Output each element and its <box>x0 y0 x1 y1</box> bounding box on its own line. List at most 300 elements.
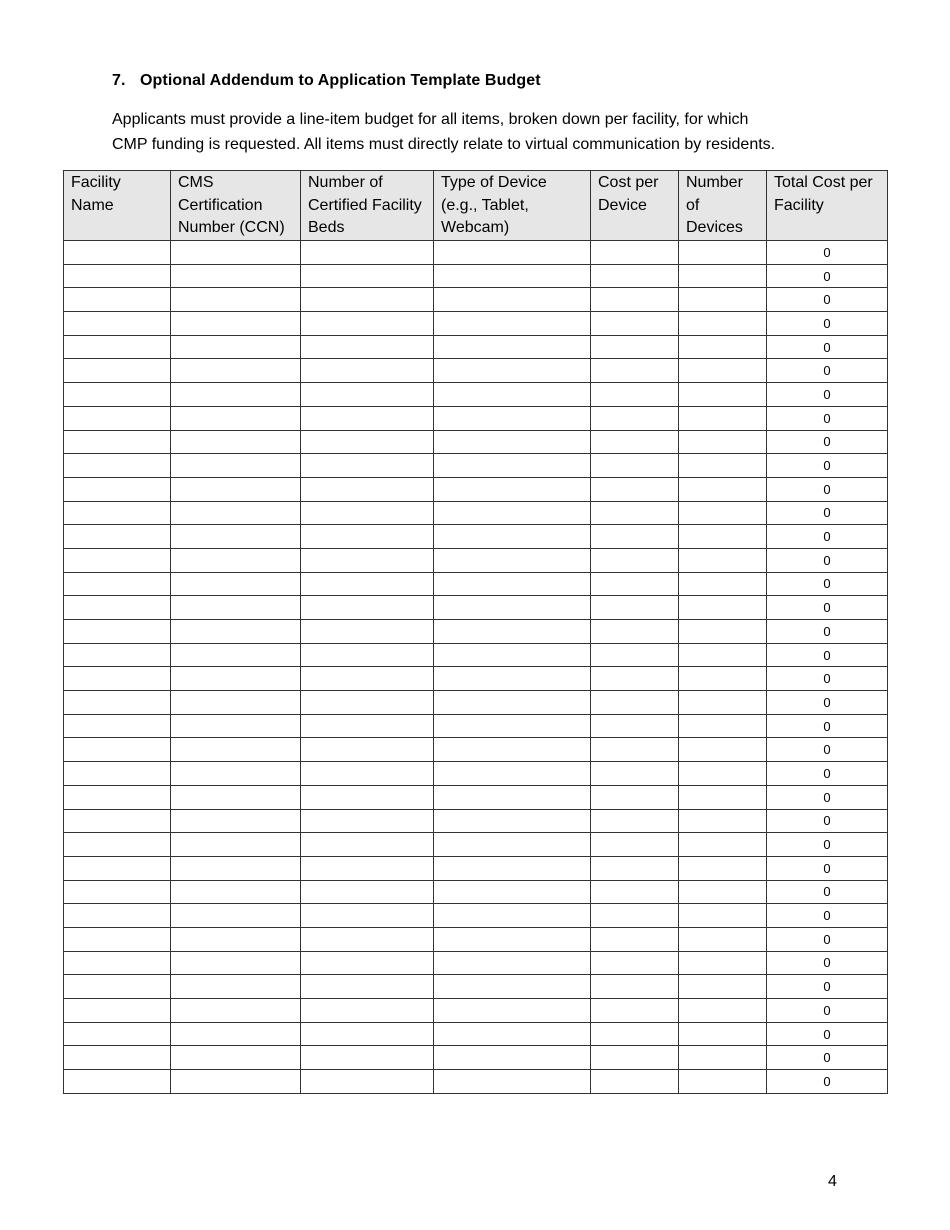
total-cost-cell: 0 <box>767 501 888 525</box>
certified-beds-cell[interactable] <box>301 975 434 999</box>
table-row <box>64 951 888 975</box>
number-of-devices-cell[interactable] <box>679 833 767 857</box>
facility-name-cell[interactable] <box>64 738 171 762</box>
ccn-cell[interactable] <box>171 572 301 596</box>
cost-per-device-cell[interactable] <box>591 880 679 904</box>
facility-name-cell[interactable] <box>64 999 171 1023</box>
table-row <box>64 241 888 265</box>
certified-beds-cell[interactable] <box>301 904 434 928</box>
number-of-devices-cell[interactable] <box>679 667 767 691</box>
ccn-cell[interactable] <box>171 288 301 312</box>
ccn-cell[interactable] <box>171 667 301 691</box>
col-header-ccn: CMS Certification Number (CCN) <box>171 171 301 241</box>
total-cost-cell: 0 <box>767 880 888 904</box>
certified-beds-cell[interactable] <box>301 596 434 620</box>
ccn-cell[interactable] <box>171 335 301 359</box>
ccn-cell[interactable] <box>171 809 301 833</box>
device-type-cell[interactable] <box>434 620 591 644</box>
number-of-devices-cell[interactable] <box>679 691 767 715</box>
device-type-cell[interactable] <box>434 880 591 904</box>
device-type-cell[interactable] <box>434 691 591 715</box>
number-of-devices-cell[interactable] <box>679 951 767 975</box>
cost-per-device-cell[interactable] <box>591 856 679 880</box>
table-row <box>64 1046 888 1070</box>
ccn-cell[interactable] <box>171 1022 301 1046</box>
number-of-devices-cell[interactable] <box>679 762 767 786</box>
table-row <box>64 762 888 786</box>
device-type-cell[interactable] <box>434 477 591 501</box>
device-type-cell[interactable] <box>434 738 591 762</box>
ccn-cell[interactable] <box>171 927 301 951</box>
cost-per-device-cell[interactable] <box>591 288 679 312</box>
device-type-cell[interactable] <box>434 856 591 880</box>
table-row <box>64 620 888 644</box>
number-of-devices-cell[interactable] <box>679 501 767 525</box>
certified-beds-cell[interactable] <box>301 738 434 762</box>
facility-name-cell[interactable] <box>64 1070 171 1094</box>
ccn-cell[interactable] <box>171 714 301 738</box>
certified-beds-cell[interactable] <box>301 833 434 857</box>
col-header-device-type: Type of Device (e.g., Tablet, Webcam) <box>434 171 591 241</box>
certified-beds-cell[interactable] <box>301 264 434 288</box>
table-header-row <box>64 171 888 241</box>
total-cost-cell: 0 <box>767 809 888 833</box>
intro-line-1: Applicants must provide a line-item budget for all items, broken down per facility, for which <box>112 111 749 128</box>
total-cost-cell: 0 <box>767 406 888 430</box>
cost-per-device-cell[interactable] <box>591 667 679 691</box>
total-cost-cell: 0 <box>767 667 888 691</box>
facility-name-cell[interactable] <box>64 548 171 572</box>
cost-per-device-cell[interactable] <box>591 454 679 478</box>
total-cost-cell: 0 <box>767 241 888 265</box>
number-of-devices-cell[interactable] <box>679 1046 767 1070</box>
col-header-facility-name: Facility Name <box>64 171 171 241</box>
facility-name-cell[interactable] <box>64 762 171 786</box>
device-type-cell[interactable] <box>434 1046 591 1070</box>
number-of-devices-cell[interactable] <box>679 999 767 1023</box>
table-row <box>64 738 888 762</box>
cost-per-device-cell[interactable] <box>591 833 679 857</box>
number-of-devices-cell[interactable] <box>679 904 767 928</box>
device-type-cell[interactable] <box>434 335 591 359</box>
table-row <box>64 454 888 478</box>
facility-name-cell[interactable] <box>64 264 171 288</box>
total-cost-cell: 0 <box>767 430 888 454</box>
certified-beds-cell[interactable] <box>301 643 434 667</box>
number-of-devices-cell[interactable] <box>679 477 767 501</box>
total-cost-cell: 0 <box>767 999 888 1023</box>
ccn-cell[interactable] <box>171 880 301 904</box>
table-row <box>64 809 888 833</box>
facility-name-cell[interactable] <box>64 691 171 715</box>
device-type-cell[interactable] <box>434 548 591 572</box>
facility-name-cell[interactable] <box>64 785 171 809</box>
ccn-cell[interactable] <box>171 904 301 928</box>
number-of-devices-cell[interactable] <box>679 312 767 336</box>
cost-per-device-cell[interactable] <box>591 430 679 454</box>
ccn-cell[interactable] <box>171 1070 301 1094</box>
ccn-cell[interactable] <box>171 1046 301 1070</box>
table-row <box>64 927 888 951</box>
cost-per-device-cell[interactable] <box>591 691 679 715</box>
device-type-cell[interactable] <box>434 383 591 407</box>
facility-name-cell[interactable] <box>64 454 171 478</box>
cost-per-device-cell[interactable] <box>591 762 679 786</box>
total-cost-cell: 0 <box>767 383 888 407</box>
certified-beds-cell[interactable] <box>301 241 434 265</box>
col-header-total-cost: Total Cost per Facility <box>767 171 888 241</box>
device-type-cell[interactable] <box>434 359 591 383</box>
certified-beds-cell[interactable] <box>301 620 434 644</box>
device-type-cell[interactable] <box>434 927 591 951</box>
total-cost-cell: 0 <box>767 312 888 336</box>
cost-per-device-cell[interactable] <box>591 241 679 265</box>
device-type-cell[interactable] <box>434 714 591 738</box>
cost-per-device-cell[interactable] <box>591 738 679 762</box>
device-type-cell[interactable] <box>434 785 591 809</box>
device-type-cell[interactable] <box>434 643 591 667</box>
device-type-cell[interactable] <box>434 999 591 1023</box>
table-row <box>64 501 888 525</box>
certified-beds-cell[interactable] <box>301 525 434 549</box>
number-of-devices-cell[interactable] <box>679 785 767 809</box>
total-cost-cell: 0 <box>767 477 888 501</box>
cost-per-device-cell[interactable] <box>591 406 679 430</box>
total-cost-cell: 0 <box>767 525 888 549</box>
cost-per-device-cell[interactable] <box>591 904 679 928</box>
total-cost-cell: 0 <box>767 620 888 644</box>
device-type-cell[interactable] <box>434 1022 591 1046</box>
certified-beds-cell[interactable] <box>301 927 434 951</box>
device-type-cell[interactable] <box>434 288 591 312</box>
facility-name-cell[interactable] <box>64 975 171 999</box>
table-row <box>64 288 888 312</box>
facility-name-cell[interactable] <box>64 1046 171 1070</box>
total-cost-cell: 0 <box>767 643 888 667</box>
table-row <box>64 430 888 454</box>
ccn-cell[interactable] <box>171 762 301 786</box>
total-cost-cell: 0 <box>767 596 888 620</box>
cost-per-device-cell[interactable] <box>591 975 679 999</box>
total-cost-cell: 0 <box>767 359 888 383</box>
number-of-devices-cell[interactable] <box>679 856 767 880</box>
facility-name-cell[interactable] <box>64 525 171 549</box>
ccn-cell[interactable] <box>171 833 301 857</box>
certified-beds-cell[interactable] <box>301 477 434 501</box>
total-cost-cell: 0 <box>767 548 888 572</box>
facility-name-cell[interactable] <box>64 359 171 383</box>
device-type-cell[interactable] <box>434 525 591 549</box>
certified-beds-cell[interactable] <box>301 430 434 454</box>
ccn-cell[interactable] <box>171 430 301 454</box>
device-type-cell[interactable] <box>434 667 591 691</box>
total-cost-cell: 0 <box>767 762 888 786</box>
total-cost-cell: 0 <box>767 975 888 999</box>
facility-name-cell[interactable] <box>64 1022 171 1046</box>
facility-name-cell[interactable] <box>64 856 171 880</box>
number-of-devices-cell[interactable] <box>679 548 767 572</box>
ccn-cell[interactable] <box>171 548 301 572</box>
facility-name-cell[interactable] <box>64 880 171 904</box>
cost-per-device-cell[interactable] <box>591 785 679 809</box>
facility-name-cell[interactable] <box>64 288 171 312</box>
facility-name-cell[interactable] <box>64 620 171 644</box>
facility-name-cell[interactable] <box>64 406 171 430</box>
col-header-certified-beds: Number of Certified Facility Beds <box>301 171 434 241</box>
table-row <box>64 1070 888 1094</box>
number-of-devices-cell[interactable] <box>679 596 767 620</box>
section-number: 7. <box>112 72 126 89</box>
col-header-number-of-devices: Number of Devices <box>679 171 767 241</box>
certified-beds-cell[interactable] <box>301 288 434 312</box>
ccn-cell[interactable] <box>171 620 301 644</box>
number-of-devices-cell[interactable] <box>679 572 767 596</box>
facility-name-cell[interactable] <box>64 951 171 975</box>
cost-per-device-cell[interactable] <box>591 501 679 525</box>
ccn-cell[interactable] <box>171 856 301 880</box>
facility-name-cell[interactable] <box>64 904 171 928</box>
number-of-devices-cell[interactable] <box>679 738 767 762</box>
certified-beds-cell[interactable] <box>301 1046 434 1070</box>
cost-per-device-cell[interactable] <box>591 264 679 288</box>
cost-per-device-cell[interactable] <box>591 359 679 383</box>
number-of-devices-cell[interactable] <box>679 288 767 312</box>
facility-name-cell[interactable] <box>64 714 171 738</box>
table-row <box>64 714 888 738</box>
ccn-cell[interactable] <box>171 406 301 430</box>
number-of-devices-cell[interactable] <box>679 714 767 738</box>
number-of-devices-cell[interactable] <box>679 406 767 430</box>
number-of-devices-cell[interactable] <box>679 430 767 454</box>
certified-beds-cell[interactable] <box>301 785 434 809</box>
ccn-cell[interactable] <box>171 312 301 336</box>
device-type-cell[interactable] <box>434 975 591 999</box>
ccn-cell[interactable] <box>171 951 301 975</box>
total-cost-cell: 0 <box>767 738 888 762</box>
col-header-cost-per-device: Cost per Device <box>591 171 679 241</box>
cost-per-device-cell[interactable] <box>591 999 679 1023</box>
number-of-devices-cell[interactable] <box>679 359 767 383</box>
device-type-cell[interactable] <box>434 572 591 596</box>
total-cost-cell: 0 <box>767 288 888 312</box>
table-row <box>64 1022 888 1046</box>
cost-per-device-cell[interactable] <box>591 809 679 833</box>
device-type-cell[interactable] <box>434 241 591 265</box>
table-row <box>64 999 888 1023</box>
table-row <box>64 975 888 999</box>
certified-beds-cell[interactable] <box>301 406 434 430</box>
total-cost-cell: 0 <box>767 264 888 288</box>
certified-beds-cell[interactable] <box>301 809 434 833</box>
certified-beds-cell[interactable] <box>301 1022 434 1046</box>
certified-beds-cell[interactable] <box>301 1070 434 1094</box>
facility-name-cell[interactable] <box>64 833 171 857</box>
facility-name-cell[interactable] <box>64 335 171 359</box>
number-of-devices-cell[interactable] <box>679 809 767 833</box>
cost-per-device-cell[interactable] <box>591 1046 679 1070</box>
total-cost-cell: 0 <box>767 833 888 857</box>
table-row <box>64 406 888 430</box>
total-cost-cell: 0 <box>767 856 888 880</box>
ccn-cell[interactable] <box>171 264 301 288</box>
cost-per-device-cell[interactable] <box>591 572 679 596</box>
total-cost-cell: 0 <box>767 904 888 928</box>
certified-beds-cell[interactable] <box>301 335 434 359</box>
cost-per-device-cell[interactable] <box>591 643 679 667</box>
number-of-devices-cell[interactable] <box>679 927 767 951</box>
certified-beds-cell[interactable] <box>301 667 434 691</box>
cost-per-device-cell[interactable] <box>591 477 679 501</box>
certified-beds-cell[interactable] <box>301 572 434 596</box>
device-type-cell[interactable] <box>434 833 591 857</box>
number-of-devices-cell[interactable] <box>679 383 767 407</box>
ccn-cell[interactable] <box>171 999 301 1023</box>
cost-per-device-cell[interactable] <box>591 383 679 407</box>
certified-beds-cell[interactable] <box>301 691 434 715</box>
certified-beds-cell[interactable] <box>301 454 434 478</box>
ccn-cell[interactable] <box>171 975 301 999</box>
table-row <box>64 643 888 667</box>
total-cost-cell: 0 <box>767 951 888 975</box>
section-heading <box>112 72 541 90</box>
certified-beds-cell[interactable] <box>301 714 434 738</box>
cost-per-device-cell[interactable] <box>591 525 679 549</box>
cost-per-device-cell[interactable] <box>591 951 679 975</box>
table-row <box>64 525 888 549</box>
facility-name-cell[interactable] <box>64 572 171 596</box>
budget-table-body <box>64 241 888 1094</box>
ccn-cell[interactable] <box>171 501 301 525</box>
total-cost-cell: 0 <box>767 1046 888 1070</box>
facility-name-cell[interactable] <box>64 477 171 501</box>
certified-beds-cell[interactable] <box>301 548 434 572</box>
ccn-cell[interactable] <box>171 359 301 383</box>
cost-per-device-cell[interactable] <box>591 548 679 572</box>
device-type-cell[interactable] <box>434 951 591 975</box>
device-type-cell[interactable] <box>434 809 591 833</box>
section-intro <box>112 108 852 157</box>
table-row <box>64 359 888 383</box>
facility-name-cell[interactable] <box>64 383 171 407</box>
ccn-cell[interactable] <box>171 691 301 715</box>
table-row <box>64 880 888 904</box>
device-type-cell[interactable] <box>434 596 591 620</box>
certified-beds-cell[interactable] <box>301 312 434 336</box>
table-row <box>64 904 888 928</box>
intro-line-2: CMP funding is requested. All items must directly relate to virtual communication by residents. <box>112 135 776 153</box>
ccn-cell[interactable] <box>171 383 301 407</box>
ccn-cell[interactable] <box>171 785 301 809</box>
ccn-cell[interactable] <box>171 525 301 549</box>
number-of-devices-cell[interactable] <box>679 241 767 265</box>
number-of-devices-cell[interactable] <box>679 620 767 644</box>
device-type-cell[interactable] <box>434 904 591 928</box>
certified-beds-cell[interactable] <box>301 856 434 880</box>
number-of-devices-cell[interactable] <box>679 454 767 478</box>
facility-name-cell[interactable] <box>64 501 171 525</box>
cost-per-device-cell[interactable] <box>591 1022 679 1046</box>
table-row <box>64 667 888 691</box>
ccn-cell[interactable] <box>171 738 301 762</box>
certified-beds-cell[interactable] <box>301 762 434 786</box>
number-of-devices-cell[interactable] <box>679 1070 767 1094</box>
device-type-cell[interactable] <box>434 454 591 478</box>
number-of-devices-cell[interactable] <box>679 975 767 999</box>
total-cost-cell: 0 <box>767 927 888 951</box>
facility-name-cell[interactable] <box>64 430 171 454</box>
ccn-cell[interactable] <box>171 643 301 667</box>
facility-name-cell[interactable] <box>64 596 171 620</box>
number-of-devices-cell[interactable] <box>679 264 767 288</box>
ccn-cell[interactable] <box>171 241 301 265</box>
device-type-cell[interactable] <box>434 762 591 786</box>
certified-beds-cell[interactable] <box>301 359 434 383</box>
facility-name-cell[interactable] <box>64 667 171 691</box>
cost-per-device-cell[interactable] <box>591 927 679 951</box>
device-type-cell[interactable] <box>434 430 591 454</box>
total-cost-cell: 0 <box>767 1070 888 1094</box>
total-cost-cell: 0 <box>767 454 888 478</box>
total-cost-cell: 0 <box>767 785 888 809</box>
table-row <box>64 691 888 715</box>
number-of-devices-cell[interactable] <box>679 643 767 667</box>
ccn-cell[interactable] <box>171 477 301 501</box>
ccn-cell[interactable] <box>171 596 301 620</box>
device-type-cell[interactable] <box>434 501 591 525</box>
facility-name-cell[interactable] <box>64 927 171 951</box>
table-row <box>64 785 888 809</box>
total-cost-cell: 0 <box>767 1022 888 1046</box>
certified-beds-cell[interactable] <box>301 999 434 1023</box>
number-of-devices-cell[interactable] <box>679 335 767 359</box>
device-type-cell[interactable] <box>434 406 591 430</box>
table-row <box>64 477 888 501</box>
table-row <box>64 833 888 857</box>
facility-name-cell[interactable] <box>64 312 171 336</box>
cost-per-device-cell[interactable] <box>591 1070 679 1094</box>
device-type-cell[interactable] <box>434 312 591 336</box>
facility-name-cell[interactable] <box>64 241 171 265</box>
total-cost-cell: 0 <box>767 572 888 596</box>
device-type-cell[interactable] <box>434 1070 591 1094</box>
table-row <box>64 312 888 336</box>
cost-per-device-cell[interactable] <box>591 596 679 620</box>
total-cost-cell: 0 <box>767 691 888 715</box>
cost-per-device-cell[interactable] <box>591 620 679 644</box>
facility-name-cell[interactable] <box>64 809 171 833</box>
ccn-cell[interactable] <box>171 454 301 478</box>
certified-beds-cell[interactable] <box>301 951 434 975</box>
cost-per-device-cell[interactable] <box>591 714 679 738</box>
certified-beds-cell[interactable] <box>301 880 434 904</box>
device-type-cell[interactable] <box>434 264 591 288</box>
facility-name-cell[interactable] <box>64 643 171 667</box>
number-of-devices-cell[interactable] <box>679 880 767 904</box>
number-of-devices-cell[interactable] <box>679 1022 767 1046</box>
total-cost-cell: 0 <box>767 714 888 738</box>
table-row <box>64 264 888 288</box>
number-of-devices-cell[interactable] <box>679 525 767 549</box>
table-row <box>64 335 888 359</box>
cost-per-device-cell[interactable] <box>591 312 679 336</box>
table-row <box>64 856 888 880</box>
certified-beds-cell[interactable] <box>301 501 434 525</box>
table-row <box>64 548 888 572</box>
certified-beds-cell[interactable] <box>301 383 434 407</box>
table-row <box>64 383 888 407</box>
budget-table <box>63 170 888 1094</box>
cost-per-device-cell[interactable] <box>591 335 679 359</box>
